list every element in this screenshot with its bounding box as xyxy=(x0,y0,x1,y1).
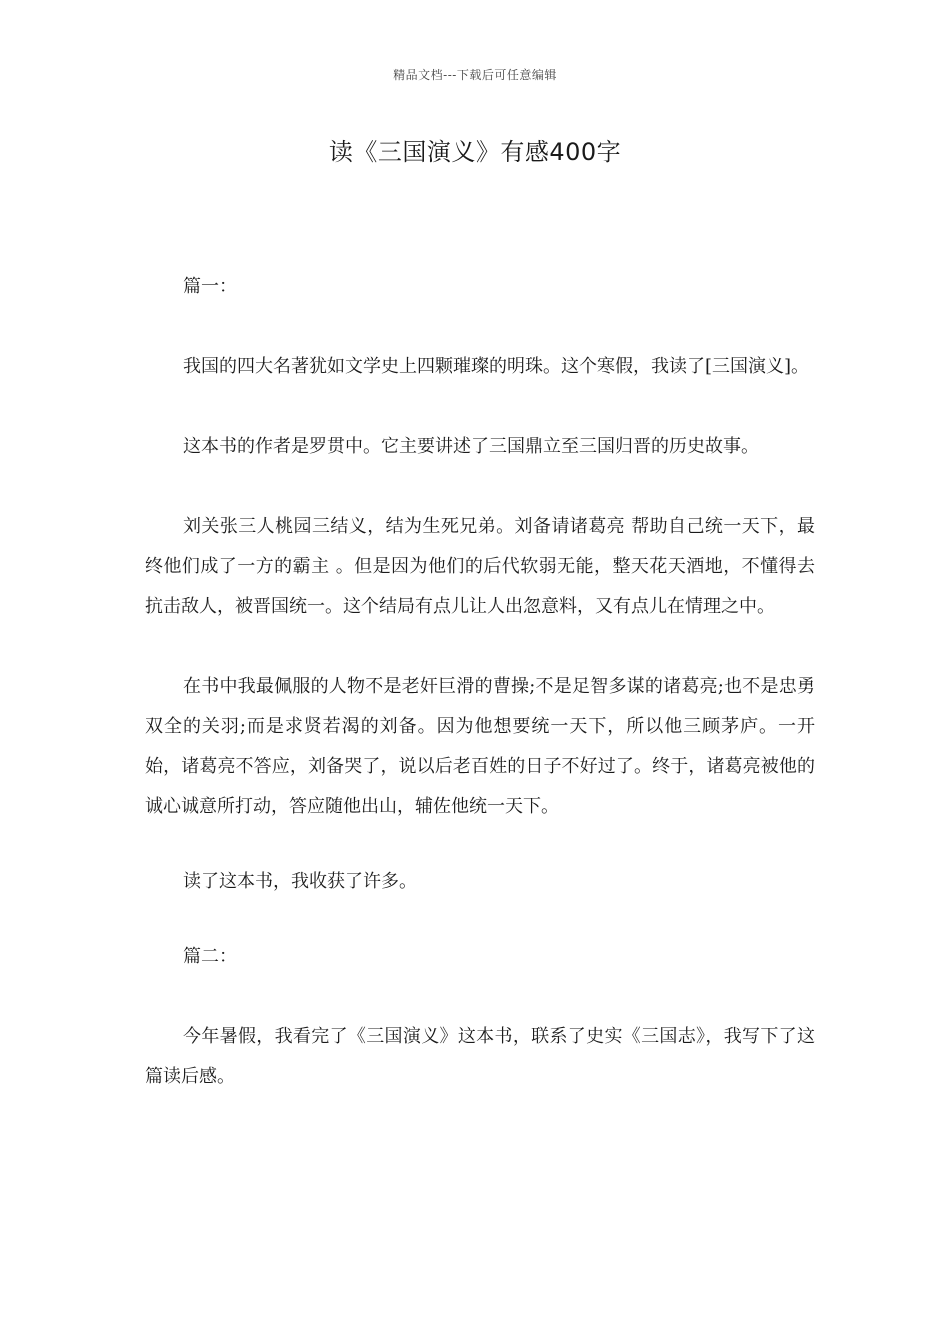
header-note: 精品文档---下载后可任意编辑 xyxy=(393,68,557,82)
section-heading-1: 篇一： xyxy=(183,276,237,297)
paragraph-3: 刘关张三人桃园三结义，结为生死兄弟。刘备请诸葛亮 帮助自己统一天下，最终他们成了一方的霸主 。但是因为他们的后代软弱无能，整天花天酒地，不懂得去抗击敌人，被晋国统一。这个结局有点儿让人出忽意料，又有点儿在情理之中。 xyxy=(145,516,815,617)
paragraph-6: 今年暑假，我看完了《三国演义》这本书，联系了史实《三国志》，我写下了这篇读后感。 xyxy=(145,1026,815,1087)
document-title: 读《三国演义》有感400字 xyxy=(328,138,622,166)
document-body xyxy=(145,267,815,1097)
section-heading-2: 篇二： xyxy=(183,946,237,967)
paragraph-5: 读了这本书，我收获了许多。 xyxy=(183,871,417,892)
paragraph-4: 在书中我最佩服的人物不是老奸巨滑的曹操;不是足智多谋的诸葛亮;也不是忠勇双全的关羽;而是求贤若渴的刘备。因为他想要统一天下，所以他三顾茅庐。一开始，诸葛亮不答应，刘备哭了，说以后老百姓的日子不好过了。终于，诸葛亮被他的诚心诚意所打动，答应随他出山，辅佐他统一天下。 xyxy=(145,676,815,817)
paragraph-1: 我国的四大名著犹如文学史上四颗璀璨的明珠。这个寒假，我读了[三国演义]。 xyxy=(183,356,810,377)
paragraph-2: 这本书的作者是罗贯中。它主要讲述了三国鼎立至三国归晋的历史故事。 xyxy=(183,436,759,457)
